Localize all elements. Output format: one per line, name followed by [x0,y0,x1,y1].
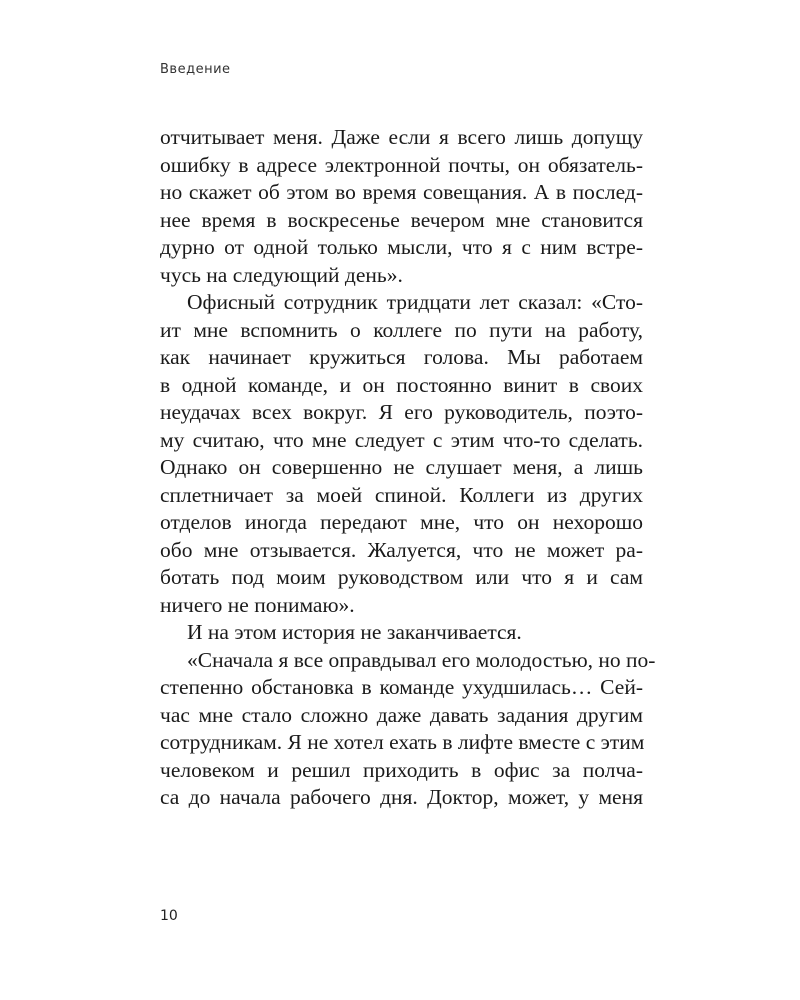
text-line: отчитывает меня. Даже если я всего лишь допущу [160,125,643,149]
text-line: ботать под моим руководством или что я и сам [160,565,643,589]
text-line: са до начала рабочего дня. Доктор, может, у меня [160,785,643,809]
text-line: нее время в воскресенье вечером мне становится [160,207,643,232]
text-line: Однако он совершенно не слушает меня, а лишь [160,455,643,479]
text-line: ит мне вспомнить о коллеге по пути на работу, [160,317,643,342]
text-line: ничего не понимаю». [160,592,355,617]
text-line: Офисный сотрудник тридцати лет сказал: «Сто- [187,290,643,314]
text-line: степенно обстановка в команде ухудшилась… Сей- [160,675,643,699]
text-line: неудачах всех вокруг. Я его руководитель, поэто- [160,400,643,424]
text-line: человеком и решил приходить в офис за полча- [160,757,643,782]
text-line: отделов иногда передают мне, что он нехорошо [160,510,643,534]
text-line: чусь на следующий день». [160,262,403,287]
text-line: И на этом история не заканчивается. [187,620,522,644]
text-line: дурно от одной только мысли, что я с ним встре- [160,235,643,259]
text-line: как начинает кружиться голова. Мы работаем [160,345,643,369]
text-line: «Сначала я все оправдывал его молодостью, но по- [187,647,656,672]
text-line: но скажет об этом во время совещания. А в послед- [160,180,643,204]
text-line: му считаю, что мне следует с этим что-то сделать. [160,427,643,452]
page-number: 10 [160,908,178,924]
text-line: сплетничает за моей спиной. Коллеги из других [160,482,643,507]
text-line: обо мне отзывается. Жалуется, что не может ра- [160,537,643,562]
text-line: в одной команде, и он постоянно винит в своих [160,372,643,397]
text-line: сотрудникам. Я не хотел ехать в лифте вместе с этим [160,730,645,754]
text-line: ошибку в адресе электронной почты, он обязатель- [160,152,643,177]
body-text [160,124,656,812]
text-line: час мне стало сложно даже давать задания другим [160,702,643,727]
running-head: Введение [160,62,231,77]
